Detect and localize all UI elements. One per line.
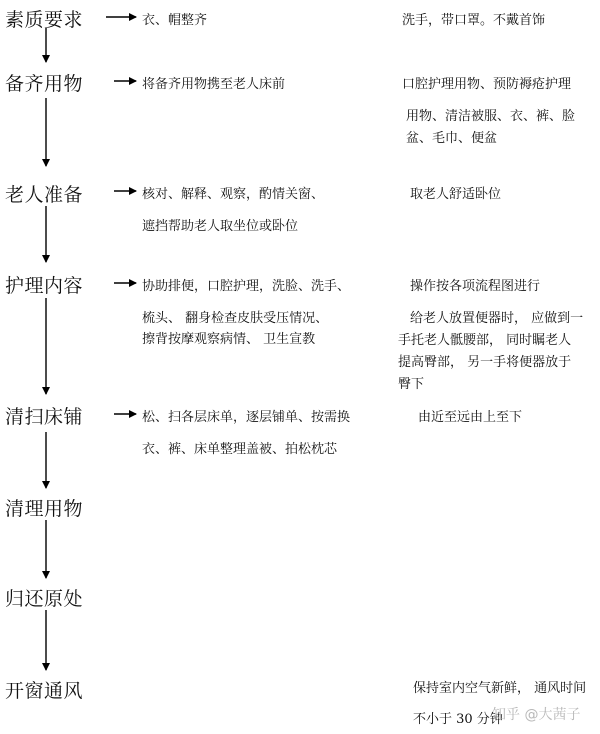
- step-quality: 素质要求: [5, 9, 84, 31]
- bed-left-1: 松、扫各层床单，逐层铺单、按需换: [142, 410, 351, 425]
- supplies-right-3: 盆、毛巾、便盆: [406, 131, 498, 146]
- care-right-top: 操作按各项流程图进行: [410, 279, 541, 294]
- care-right-3: 提高臀部， 另一手将便器放于: [398, 355, 572, 370]
- care-right-4: 臀下: [398, 377, 425, 392]
- quality-right-1: 洗手，带口罩。不戴首饰: [402, 13, 546, 28]
- care-right-2: 手托老人骶腰部， 同时瞩老人: [398, 333, 572, 348]
- ventilate-right-1: 保持室内空气新鲜， 通风时间: [413, 681, 587, 696]
- ventilate-right-2: 不小于 30 分钟: [413, 712, 503, 727]
- care-left-2: 梳头、 翻身检查皮肤受压情况、: [142, 311, 329, 326]
- step-supplies: 备齐用物: [5, 73, 84, 95]
- care-left-1: 协助排便，口腔护理，洗脸、洗手、: [142, 279, 351, 294]
- bed-right-1: 由近至远由上至下: [418, 410, 523, 425]
- step-cleanup: 清理用物: [5, 498, 84, 520]
- prepare-right-1: 取老人舒适卧位: [410, 187, 502, 202]
- step-ventilate: 开窗通风: [5, 680, 84, 702]
- step-care: 护理内容: [5, 275, 84, 297]
- supplies-right-2: 用物、清洁被服、衣、裤、脸: [406, 109, 576, 124]
- quality-left-1: 衣、帽整齐: [142, 13, 208, 28]
- prepare-left-1: 核对、解释、观察，酌情关窗、: [142, 187, 325, 202]
- prepare-left-2: 遮挡帮助老人取坐位或卧位: [142, 219, 299, 234]
- step-prepare: 老人准备: [5, 184, 84, 206]
- supplies-left-1: 将备齐用物携至老人床前: [142, 77, 286, 92]
- supplies-right-1: 口腔护理用物、预防褥疮护理: [402, 77, 572, 92]
- bed-left-2: 衣、裤、床单整理盖被、拍松枕芯: [142, 442, 338, 457]
- step-return: 归还原处: [5, 588, 84, 610]
- step-bed: 清扫床铺: [5, 406, 84, 428]
- watermark: 知乎 @大茜子: [492, 707, 581, 723]
- care-right-1: 给老人放置便器时， 应做到一: [410, 311, 584, 326]
- care-left-3: 擦背按摩观察病情、 卫生宣教: [142, 332, 316, 347]
